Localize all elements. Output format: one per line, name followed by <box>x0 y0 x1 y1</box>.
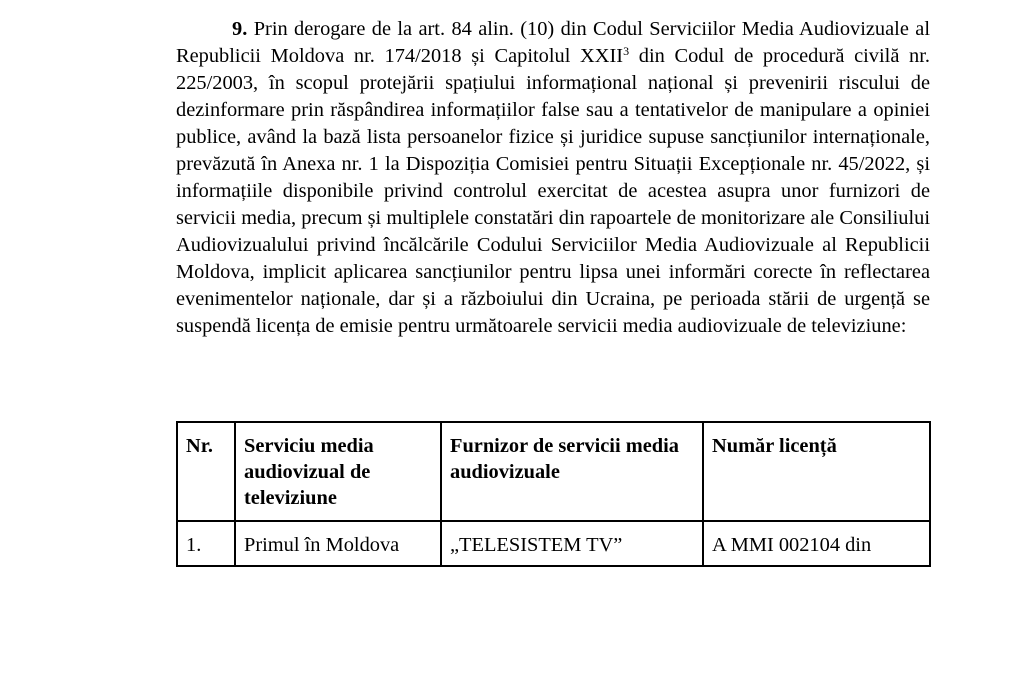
header-service: Serviciu media audiovizual de televiziune <box>235 422 441 521</box>
header-nr: Nr. <box>177 422 235 521</box>
header-license: Număr licență <box>703 422 930 521</box>
header-provider: Furnizor de servicii media audiovizuale <box>441 422 703 521</box>
paragraph-text-part2: din Codul de procedură civilă nr. 225/2003, în scopul protejării spațiului informațional național și prevenirii riscului de dezinformare prin răspândirea informațiilor false sau a tentativelor de manipulare a opiniei publice, având la bază lista persoanelor fizice și juridice supuse sancțiunilor internaționale, prevăzută în Anexa nr. 1 la Dispoziția Comisiei pentru Situații Excepționale nr. 45/2022, și informațiile disponibile privind controlul exercitat de acestea asupra unor furnizori de servicii media, precum și multiplele constatări din rapoartele de monitorizare ale Consiliului Audiovizualului privind încălcările Codului Serviciilor Media Audiovizuale al Republicii Moldova, implicit aplicarea sancțiunilor pentru lipsa unei informări corecte în reflectarea evenimentelor naționale, dar și a războiului din Ucraina, pe perioada stării de urgență se suspendă licența de emisie pentru următoarele servicii media audiovizuale de televiziune: <box>176 45 930 337</box>
table-header-row <box>177 422 930 521</box>
superscript: 3 <box>623 44 630 58</box>
cell-nr: 1. <box>177 521 235 566</box>
paragraph-9 <box>176 16 930 340</box>
cell-license: A MMI 002104 din <box>703 521 930 566</box>
table-row <box>177 521 930 566</box>
paragraph-text-part1: Prin derogare de la art. 84 alin. (10) din Codul Serviciilor Media Audiovizuale al Republicii Moldova nr. 174/2018 și Capitolul XXII <box>176 18 930 67</box>
cell-provider: „TELESISTEM TV” <box>441 521 703 566</box>
paragraph-number: 9. <box>232 18 248 40</box>
license-table <box>176 421 931 567</box>
cell-service: Primul în Moldova <box>235 521 441 566</box>
